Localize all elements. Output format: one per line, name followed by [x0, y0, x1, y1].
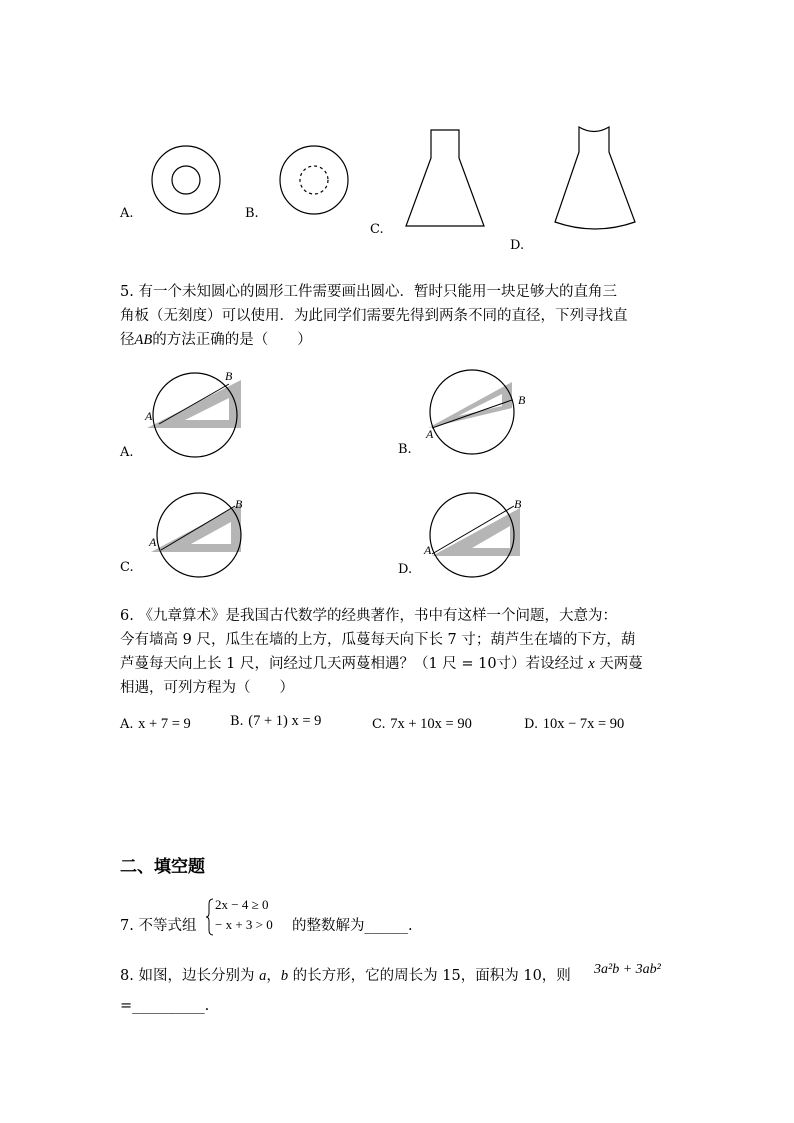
q6-option-b[interactable]: B. (7 + 1) x = 9: [230, 713, 322, 729]
q5-option-c[interactable]: C.: [120, 560, 134, 575]
q7-suffix: 的整数解为______.: [292, 918, 413, 934]
q4-option-c[interactable]: C.: [370, 222, 384, 237]
q4-option-b[interactable]: B.: [245, 206, 259, 221]
q6-line-3: 芦蔓每天向上长 1 尺，问经过几天两蔓相遇？（1 尺 = 10寸）若设经过 x 天两蔓: [120, 656, 643, 672]
q6-option-c[interactable]: C. 7x + 10x = 90: [372, 716, 472, 732]
point-b-label: B: [518, 393, 526, 407]
q6-line-2: 今有墙高 9 尺，瓜生在墙的上方，瓜蔓每天向下长 7 寸；葫芦生在墙的下方，葫: [120, 632, 636, 648]
point-b-label: B: [514, 497, 522, 511]
q7-brace: [205, 898, 215, 936]
point-a-label: A: [145, 409, 153, 423]
inner-circle: [172, 166, 200, 194]
q4-figure-b: [278, 144, 350, 216]
point-a-label: A: [426, 427, 434, 441]
q5-figure-d: [424, 490, 534, 580]
outer-circle: [152, 146, 220, 214]
q5-figure-b: [424, 368, 534, 458]
q5-line-1: 5. 有一个未知圆心的圆形工件需要画出圆心．暂时只能用一块足够大的直角三: [120, 284, 617, 300]
q6-line-1: 6. 《九章算术》是我国古代数学的经典著作，书中有这样一个问题，大意为：: [120, 608, 617, 624]
point-a-label: A: [149, 535, 157, 549]
flask-outline: [406, 130, 484, 226]
inner-dashed-circle: [300, 166, 328, 194]
q5-option-d[interactable]: D.: [398, 562, 413, 577]
q8-line-1: 8. 如图，边长分别为 a，b 的长方形，它的周长为 15，面积为 10，则: [120, 968, 571, 984]
q7-prefix: 7. 不等式组: [120, 918, 197, 934]
point-b-label: B: [225, 369, 233, 383]
q5-figure-c: [145, 490, 255, 580]
q4-option-a[interactable]: A.: [120, 206, 134, 221]
q4-option-d[interactable]: D.: [510, 238, 525, 253]
q5-line-2: 角板（无刻度）可以使用．为此同学们需要先得到两条不同的直径，下列寻找直: [120, 308, 628, 324]
section-2-title: 二、填空题: [120, 857, 205, 877]
point-b-label: B: [235, 497, 243, 511]
q6-option-a[interactable]: A. x + 7 = 9: [120, 716, 191, 732]
q5-option-a[interactable]: A.: [120, 445, 134, 460]
q8-line-2: =__________.: [120, 998, 210, 1014]
outer-circle: [280, 146, 348, 214]
q7-inequality-1: 2x − 4 ≥ 0: [215, 897, 269, 912]
point-a-label: A: [424, 543, 432, 557]
q5-figure-a: [145, 370, 245, 460]
q4-figure-d: [552, 124, 638, 232]
q7-inequality-2: − x + 3 > 0: [215, 917, 273, 932]
q5-line-3: 径AB的方法正确的是（ ）: [120, 332, 312, 348]
q6-option-d[interactable]: D. 10x − 7x = 90: [524, 716, 625, 732]
q8-expression: 3a²b + 3ab²: [594, 962, 661, 977]
flask-curved-outline: [555, 127, 635, 229]
q6-line-4: 相遇，可列方程为（ ）: [120, 680, 294, 696]
q4-figure-a: [150, 144, 222, 216]
q4-figure-c: [402, 128, 488, 228]
q5-option-b[interactable]: B.: [398, 442, 412, 457]
